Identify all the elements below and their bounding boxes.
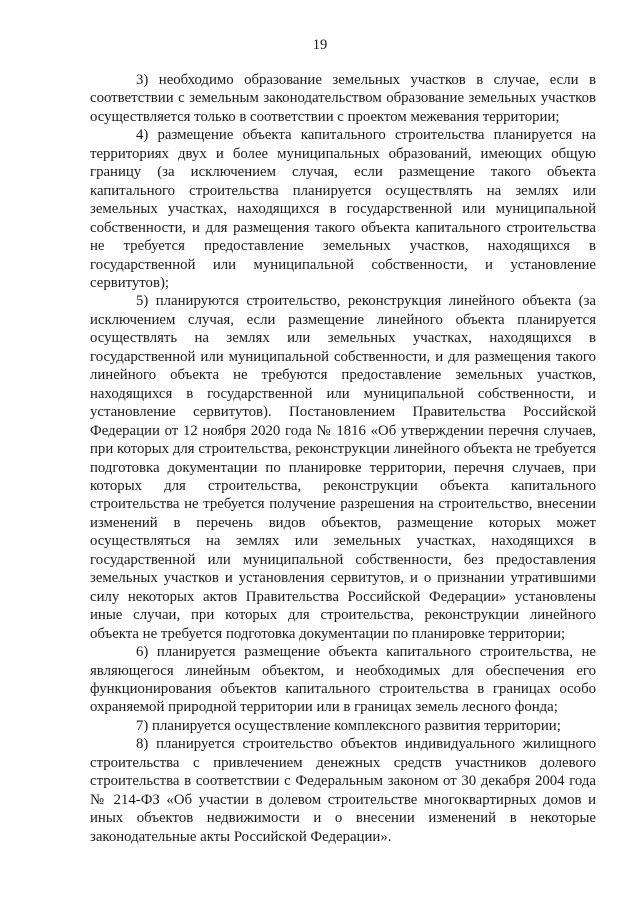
paragraph-item-3: 3) необходимо образование земельных участков в случае, если в соответствии с земельным законодательством образование земельных участков осуществляется только в соответствии с проектом межевания территории;	[90, 72, 596, 125]
paragraph-item-6: 6) планируется размещение объекта капитального строительства, не являющегося линейным объектом, и необходимых для обеспечения его функционирования объектов капитального строительства в границах особо охраняемой природной территории или в границах земель лесного фонда;	[90, 644, 596, 716]
paragraph-item-8: 8) планируется строительство объектов индивидуального жилищного строительства с привлечением денежных средств участников долевого строительства в соответствии с Федеральным законом от 30 декабря 2004 года № 214-ФЗ «Об участии в долевом строительстве многоквартирных домов и иных объектов недвижимости и о внесении изменений в некоторые законодательные акты Российской Федерации».	[90, 736, 596, 845]
page-number: 19	[312, 37, 328, 53]
paragraph-item-5: 5) планируются строительство, реконструкция линейного объекта (за исключением случая, если размещение линейного объекта планируется осуществлять на землях или земельных участках, находящихся в государственной или муниципальной собственности, и для размещения такого линейного объекта не требуются предоставление земельных участков, находящихся в государственной или муниципальной собственности, и установление сервитутов). Постановлением Правительства Российской Федерации от 12 ноября 2020 года № 1816 «Об утверждении перечня случаев, при которых для строительства, реконструкции линейного объекта не требуется подготовка документации по планировке территории, перечня случаев, при которых для строительства, реконструкции объекта капитального строительства не требуется получение разрешения на строительство, внесении изменений в перечень видов объектов, размещение которых может осуществляться на землях или земельных участках, находящихся в государственной или муниципальной собственности, без предоставления земельных участков и установления сервитутов, и о признании утратившими силу некоторых актов Правительства Российской Федерации» установлены иные случаи, при которых для строительства, реконструкции линейного объекта не требуется подготовка документации по планировке территории;	[90, 293, 596, 642]
paragraph-item-4: 4) размещение объекта капитального строительства планируется на территориях двух и более муниципальных образований, имеющих общую границу (за исключением случая, если размещение такого объекта капитального строительства планируется осуществлять на землях или земельных участках, находящихся в государственной или муниципальной собственности, и для размещения такого объекта капитального строительства не требуется предоставление земельных участков, находящихся в государственной или муниципальной собственности, и установление сервитутов);	[90, 127, 596, 291]
document-body	[90, 71, 596, 846]
paragraph-item-7: 7) планируется осуществление комплексного развития территории;	[136, 717, 561, 734]
